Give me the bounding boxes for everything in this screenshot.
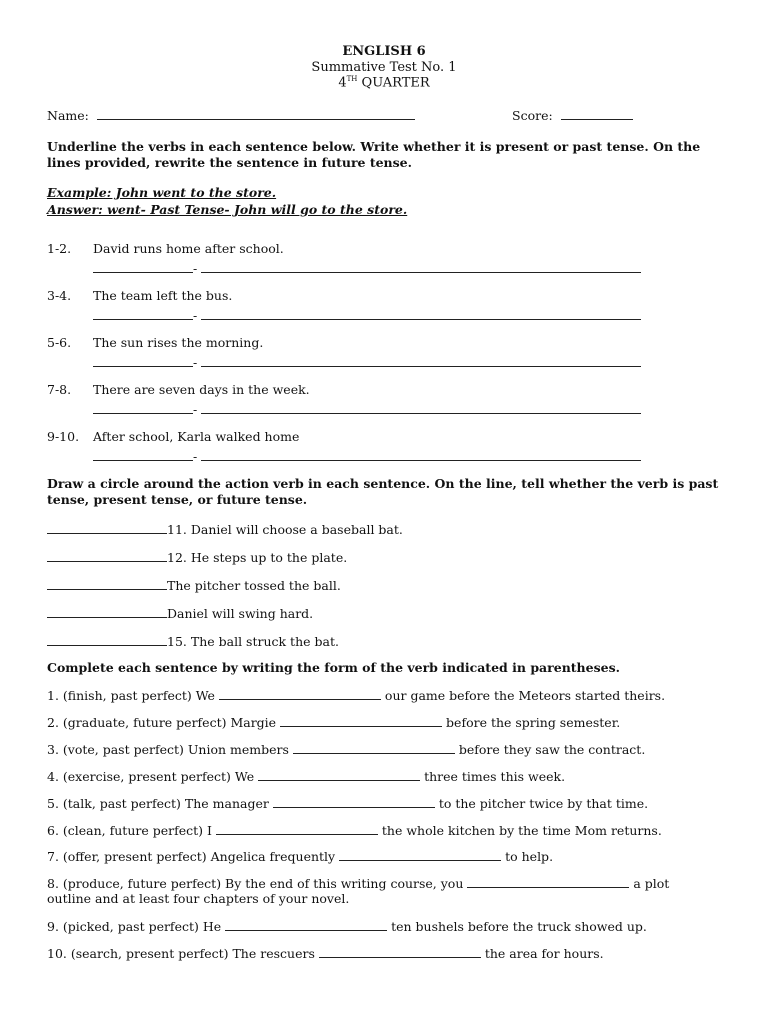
part3-item-6: 6. (clean, future perfect) I the whole kitchen by the time Mom returns.	[47, 823, 662, 838]
part3-item-2: 2. (graduate, future perfect) Margie before the spring semester.	[47, 715, 621, 730]
part2-item-14: Daniel will swing hard.	[47, 605, 313, 621]
part2-item-12: 12. He steps up to the plate.	[47, 549, 347, 565]
part3-item-1: 1. (finish, past perfect) We our game before the Meteors started theirs.	[47, 688, 666, 703]
verb-answer-line[interactable]	[339, 848, 501, 861]
tense-answer-line[interactable]	[93, 260, 193, 273]
rewrite-answer-line[interactable]	[201, 448, 641, 461]
item-1-2-answer-row: -	[93, 260, 641, 276]
part3-item-8-continued: outline and at least four chapters of your novel.	[47, 891, 350, 906]
quarter-label: 4TH QUARTER	[338, 75, 430, 91]
name-field[interactable]	[97, 107, 415, 120]
verb-answer-line[interactable]	[258, 768, 420, 781]
item-9-10-number: 9-10.	[47, 429, 80, 444]
tense-answer-line[interactable]	[47, 605, 167, 618]
part3-item-3: 3. (vote, past perfect) Union members before they saw the contract.	[47, 742, 646, 757]
tense-answer-line[interactable]	[93, 307, 193, 320]
answer-line: Answer: went- Past Tense- John will go to the store.	[47, 202, 408, 217]
part2-instruction: Draw a circle around the action verb in each sentence. On the line, tell whether the verb is past tense, present tense, or future tense.	[47, 476, 719, 507]
name-row	[47, 107, 415, 123]
item-9-10-answer-row: -	[93, 448, 641, 464]
part1-instruction: Underline the verbs in each sentence below. Write whether it is present or past tense. On the lines provided, rewrite the sentence in future tense.	[47, 139, 701, 170]
part3-item-4: 4. (exercise, present perfect) We three times this week.	[47, 769, 566, 784]
tense-answer-line[interactable]	[93, 354, 193, 367]
item-5-6-sentence: The sun rises the morning.	[93, 335, 264, 350]
verb-answer-line[interactable]	[467, 875, 629, 888]
verb-answer-line[interactable]	[219, 687, 381, 700]
rewrite-answer-line[interactable]	[201, 401, 641, 414]
tense-answer-line[interactable]	[47, 577, 167, 590]
item-1-2-number: 1-2.	[47, 241, 72, 256]
item-5-6-answer-row: -	[93, 354, 641, 370]
tense-answer-line[interactable]	[93, 448, 193, 461]
part3-item-5: 5. (talk, past perfect) The manager to the pitcher twice by that time.	[47, 796, 649, 811]
score-row	[512, 107, 633, 123]
part3-item-9: 9. (picked, past perfect) He ten bushels before the truck showed up.	[47, 919, 647, 934]
example-line: Example: John went to the store.	[47, 185, 277, 200]
tense-answer-line[interactable]	[47, 521, 167, 534]
verb-answer-line[interactable]	[293, 741, 455, 754]
rewrite-answer-line[interactable]	[201, 307, 641, 320]
part2-item-13: The pitcher tossed the ball.	[47, 577, 341, 593]
item-3-4-answer-row: -	[93, 307, 641, 323]
score-label: Score:	[512, 108, 553, 123]
tense-answer-line[interactable]	[47, 633, 167, 646]
part3-instruction: Complete each sentence by writing the form of the verb indicated in parentheses.	[47, 660, 620, 675]
part3-item-8: 8. (produce, future perfect) By the end of this writing course, you a plot	[47, 876, 670, 891]
item-3-4-sentence: The team left the bus.	[93, 288, 233, 303]
tense-answer-line[interactable]	[93, 401, 193, 414]
item-1-2-sentence: David runs home after school.	[93, 241, 284, 256]
verb-answer-line[interactable]	[225, 918, 387, 931]
item-7-8-number: 7-8.	[47, 382, 72, 397]
item-9-10-sentence: After school, Karla walked home	[93, 429, 300, 444]
item-3-4-number: 3-4.	[47, 288, 72, 303]
score-field[interactable]	[561, 107, 633, 120]
verb-answer-line[interactable]	[319, 945, 481, 958]
verb-answer-line[interactable]	[273, 795, 435, 808]
item-7-8-answer-row: -	[93, 401, 641, 417]
verb-answer-line[interactable]	[280, 714, 442, 727]
name-label: Name:	[47, 108, 89, 123]
part3-item-10: 10. (search, present perfect) The rescuers the area for hours.	[47, 946, 604, 961]
verb-answer-line[interactable]	[216, 822, 378, 835]
rewrite-answer-line[interactable]	[201, 354, 641, 367]
part2-item-11: 11. Daniel will choose a baseball bat.	[47, 521, 403, 537]
test-subtitle: Summative Test No. 1	[311, 60, 457, 75]
part3-item-7: 7. (offer, present perfect) Angelica frequently to help.	[47, 849, 554, 864]
worksheet-title: ENGLISH 6	[342, 44, 426, 59]
part2-item-15: 15. The ball struck the bat.	[47, 633, 339, 649]
rewrite-answer-line[interactable]	[201, 260, 641, 273]
item-7-8-sentence: There are seven days in the week.	[93, 382, 310, 397]
tense-answer-line[interactable]	[47, 549, 167, 562]
item-5-6-number: 5-6.	[47, 335, 72, 350]
